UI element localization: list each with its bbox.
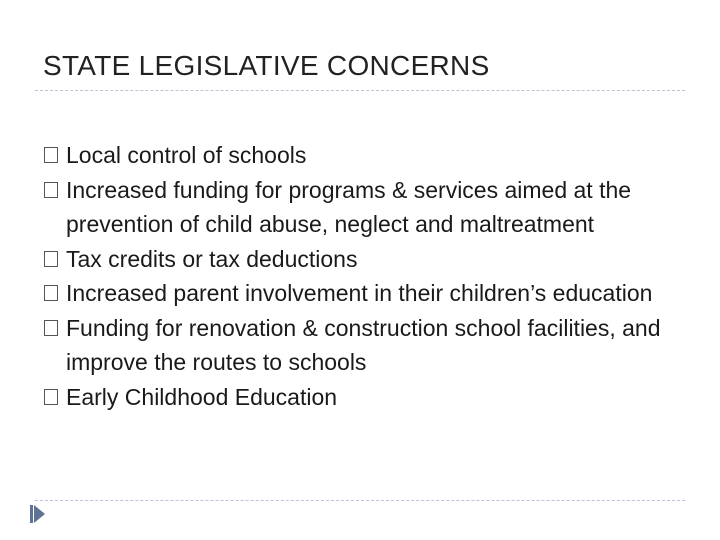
bullet-text: Increased funding for programs & services aimed at the prevention of child abuse, neglect and maltreatment — [66, 176, 632, 237]
checkbox-square-icon — [44, 389, 58, 405]
bullet-item — [40, 242, 690, 277]
title-divider — [35, 90, 685, 91]
checkbox-square-icon — [44, 182, 58, 198]
bullet-list — [40, 138, 690, 414]
bullet-text: Early Childhood Education — [66, 383, 338, 410]
footer-divider — [35, 500, 685, 501]
bullet-text: Funding for renovation & construction school facilities, and improve the routes to schools — [66, 314, 661, 375]
slide-title: STATE LEGISLATIVE CONCERNS — [43, 50, 490, 81]
checkbox-square-icon — [44, 320, 58, 336]
bullet-item — [40, 173, 690, 242]
nav-next-arrow-icon[interactable] — [34, 505, 45, 523]
bullet-text: Increased parent involvement in their children’s education — [66, 280, 653, 306]
bullet-text: Tax credits or tax deductions — [66, 245, 358, 272]
bullet-text: Local control of schools — [66, 142, 307, 168]
bullet-item — [40, 311, 690, 380]
bullet-item — [40, 276, 690, 311]
checkbox-square-icon — [44, 285, 58, 301]
nav-bar-icon — [30, 505, 33, 523]
checkbox-square-icon — [44, 147, 58, 163]
bullet-item — [40, 380, 690, 415]
checkbox-square-icon — [44, 251, 58, 267]
bullet-item — [40, 138, 690, 173]
